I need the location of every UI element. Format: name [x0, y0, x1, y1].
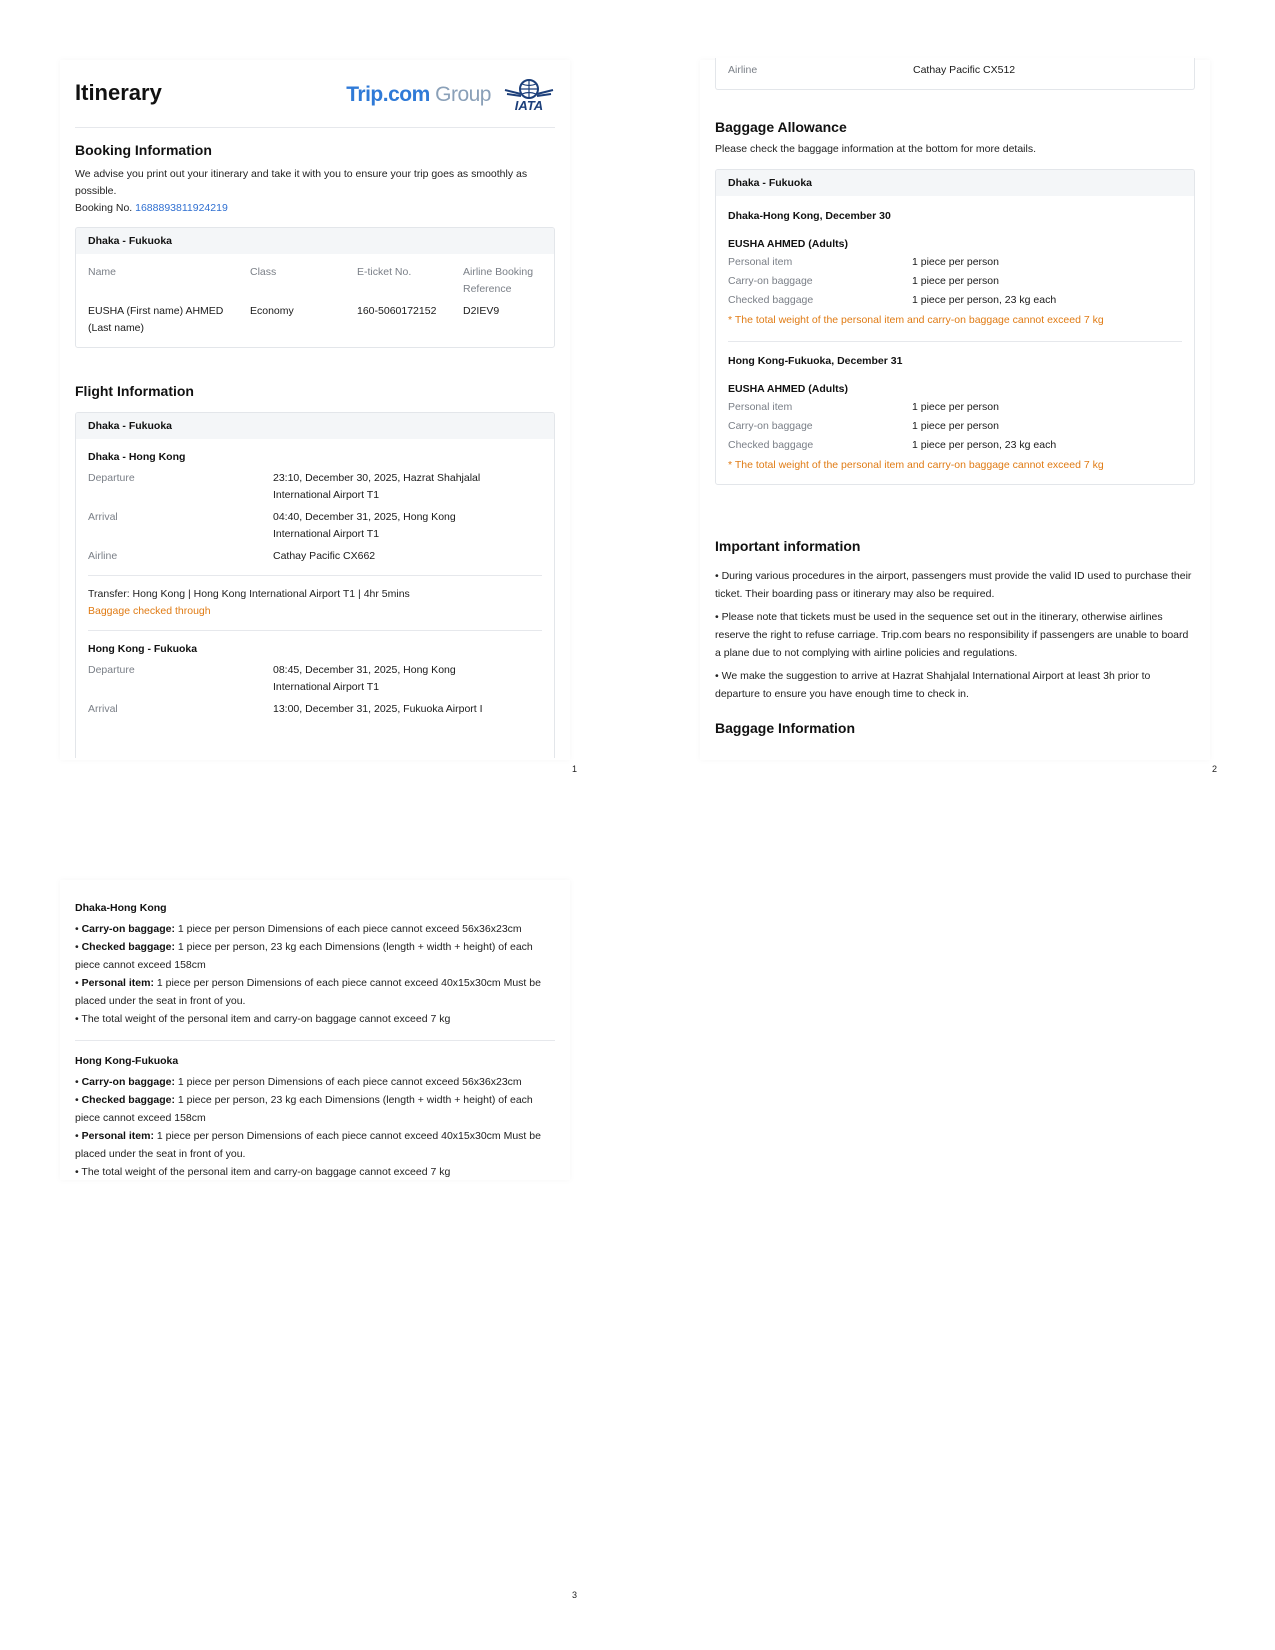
important-section — [715, 538, 1195, 736]
segment-title: Hong Kong - Fukuoka — [88, 643, 198, 655]
baggage-personal-rule: • Personal item: 1 piece per person Dimensions of each piece cannot exceed 40x15x30cm Must be placed under the seat in front of you. — [75, 1130, 541, 1160]
personal-item-value: 1 piece per person — [912, 256, 999, 268]
carry-on-label: Carry-on baggage: — [81, 1076, 175, 1088]
segment-2-airline — [716, 58, 1194, 89]
carry-on-text: 1 piece per person Dimensions of each piece cannot exceed 56x36x23cm — [174, 923, 522, 935]
allowance-section — [715, 119, 1195, 485]
tripcom-group-text: Group — [435, 83, 491, 106]
airline-label: Airline — [728, 64, 758, 76]
divider — [75, 1040, 555, 1041]
departure-label: Departure — [88, 664, 135, 676]
col-class: Class — [250, 266, 277, 278]
important-item: • We make the suggestion to arrive at Hazrat Shahjalal International Airport at least 3h prior to departure to ensure you have enough time to check in. — [715, 670, 1151, 700]
personal-label: Personal item: — [81, 1130, 154, 1142]
segment-1-arrival — [88, 509, 542, 543]
booking-table-header — [88, 264, 542, 298]
carry-on-label: Carry-on baggage — [728, 275, 813, 287]
baggage-section-title: Hong Kong-Fukuoka — [75, 1055, 179, 1067]
page-3 — [60, 880, 570, 1180]
booking-route: Dhaka - Fukuoka — [76, 228, 554, 254]
table-row — [88, 303, 542, 337]
baggage-through-note: Baggage checked through — [88, 605, 211, 617]
transfer-info: Transfer: Hong Kong | Hong Kong International Airport T1 | 4hr 5mins — [88, 588, 410, 600]
segment-2-departure — [88, 662, 542, 696]
booking-number-line — [75, 200, 555, 217]
checked-label: Checked baggage — [728, 294, 814, 306]
checked-value: 1 piece per person, 23 kg each — [912, 294, 1057, 306]
departure-value: 08:45, December 31, 2025, Hong Kong International Airport T1 — [273, 664, 456, 693]
divider — [88, 575, 542, 576]
passenger-name: EUSHA (First name) AHMED (Last name) — [88, 305, 224, 334]
departure-value: 23:10, December 30, 2025, Hazrat Shahjalal International Airport T1 — [273, 472, 481, 501]
airline-value: Cathay Pacific CX662 — [273, 550, 376, 562]
important-item: • During various procedures in the airport, passengers must provide the valid ID used to purchase their ticket. Their boarding pass or itinerary may also be required. — [715, 570, 1192, 600]
personal-text: 1 piece per person Dimensions of each piece cannot exceed 40x15x30cm Must be placed under the seat in front of you. — [75, 977, 541, 1007]
divider — [728, 341, 1182, 342]
baggage-carry-on-rule: • Carry-on baggage: 1 piece per person Dimensions of each piece cannot exceed 56x36x23cm — [75, 1076, 522, 1088]
personal-text: 1 piece per person Dimensions of each piece cannot exceed 40x15x30cm Must be placed under the seat in front of you. — [75, 1130, 541, 1160]
col-name: Name — [88, 266, 117, 278]
arrival-value: 13:00, December 31, 2025, Fukuoka Airport I — [273, 703, 483, 715]
allowance-route: Dhaka - Fukuoka — [716, 170, 1194, 196]
flight-heading: Flight Information — [75, 383, 194, 399]
checked-label: Checked baggage: — [81, 941, 175, 953]
baggage-checked-rule: • Checked baggage: 1 piece per person, 23 kg each Dimensions (length + width + height) of each piece cannot exceed 158cm — [75, 1094, 533, 1124]
allowance-heading: Baggage Allowance — [715, 119, 847, 135]
flight-route: Dhaka - Fukuoka — [76, 413, 554, 439]
baggage-info-section — [75, 902, 555, 1181]
passenger-reference: D2IEV9 — [463, 305, 500, 317]
booking-heading: Booking Information — [75, 142, 212, 158]
baggage-section-title: Dhaka-Hong Kong — [75, 902, 167, 914]
allowance-segment-title: Dhaka-Hong Kong, December 30 — [728, 210, 891, 222]
baggage-personal-rule: • Personal item: 1 piece per person Dimensions of each piece cannot exceed 40x15x30cm Must be placed under the seat in front of you. — [75, 977, 541, 1007]
flight-section — [75, 383, 555, 758]
passenger-eticket: 160-5060172152 — [357, 305, 437, 317]
checked-value: 1 piece per person, 23 kg each — [912, 439, 1057, 451]
carry-on-label: Carry-on baggage: — [81, 923, 175, 935]
checked-text: 1 piece per person, 23 kg each Dimensions (length + width + height) of each piece cannot exceed 158cm — [75, 1094, 533, 1124]
arrival-label: Arrival — [88, 511, 118, 523]
page-number: 2 — [1212, 764, 1218, 774]
iata-text: IATA — [514, 98, 544, 112]
weight-warning: * The total weight of the personal item and carry-on baggage cannot exceed 7 kg — [728, 459, 1104, 471]
baggage-carry-on-rule: • Carry-on baggage: 1 piece per person Dimensions of each piece cannot exceed 56x36x23cm — [75, 923, 522, 935]
title-divider — [75, 127, 555, 128]
booking-number[interactable]: 1688893811924219 — [135, 202, 228, 214]
carry-on-value: 1 piece per person — [912, 275, 999, 287]
airline-value: Cathay Pacific CX512 — [913, 64, 1016, 76]
important-heading: Important information — [715, 538, 861, 554]
personal-item-label: Personal item — [728, 256, 793, 268]
segment-title: Dhaka - Hong Kong — [88, 451, 186, 463]
booking-advice: We advise you print out your itinerary and take it with you to ensure your trip goes as smoothly as possible. — [75, 168, 528, 197]
booking-table — [75, 227, 555, 348]
allowance-segment-title: Hong Kong-Fukuoka, December 31 — [728, 355, 903, 367]
personal-item-label: Personal item — [728, 401, 793, 413]
carry-on-text: 1 piece per person Dimensions of each piece cannot exceed 56x36x23cm — [174, 1076, 522, 1088]
logos — [346, 78, 555, 112]
baggage-info-heading: Baggage Information — [715, 720, 856, 736]
baggage-total-rule: • The total weight of the personal item and carry-on baggage cannot exceed 7 kg — [75, 1166, 451, 1178]
personal-item-value: 1 piece per person — [912, 401, 999, 413]
departure-label: Departure — [88, 472, 135, 484]
segment-2-arrival — [88, 701, 542, 718]
allowance-passenger: EUSHA AHMED (Adults) — [728, 238, 848, 250]
page-2 — [700, 60, 1210, 760]
personal-label: Personal item: — [81, 977, 154, 989]
page-number: 3 — [572, 1590, 578, 1600]
passenger-class: Economy — [250, 305, 294, 317]
weight-warning: * The total weight of the personal item and carry-on baggage cannot exceed 7 kg — [728, 314, 1104, 326]
page-1 — [60, 60, 570, 760]
allowance-row — [728, 398, 1182, 455]
flight-box-continued — [715, 58, 1195, 90]
divider — [88, 630, 542, 631]
booking-number-label: Booking No. — [75, 202, 133, 214]
airline-label: Airline — [88, 550, 118, 562]
checked-label: Checked baggage — [728, 439, 814, 451]
booking-section — [75, 142, 555, 348]
baggage-checked-rule: • Checked baggage: 1 piece per person, 23 kg each Dimensions (length + width + height) of each piece cannot exceed 158cm — [75, 941, 533, 971]
carry-on-value: 1 piece per person — [912, 420, 999, 432]
baggage-total-rule: • The total weight of the personal item and carry-on baggage cannot exceed 7 kg — [75, 1013, 451, 1025]
segment-1-airline — [88, 548, 542, 565]
segment-1-departure — [88, 470, 542, 504]
arrival-label: Arrival — [88, 703, 118, 715]
arrival-value: 04:40, December 31, 2025, Hong Kong International Airport T1 — [273, 511, 456, 540]
allowance-passenger: EUSHA AHMED (Adults) — [728, 383, 848, 395]
page-number: 1 — [572, 764, 578, 774]
checked-label: Checked baggage: — [81, 1094, 175, 1106]
tripcom-brand: Trip.com — [346, 83, 430, 106]
important-item: • Please note that tickets must be used in the sequence set out in the itinerary, otherwise airlines reserve the right to refuse carriage. Trip.com bears no responsibility if passengers are unable to board a plane due to not complying with airline policies and regulations. — [715, 611, 1189, 659]
allowance-note: Please check the baggage information at the bottom for more details. — [715, 143, 1037, 155]
col-reference: Airline Booking Reference — [463, 266, 534, 295]
allowance-box — [715, 169, 1195, 485]
col-eticket: E-ticket No. — [357, 266, 412, 278]
flight-box — [75, 412, 555, 758]
page-title: Itinerary — [75, 80, 162, 105]
carry-on-label: Carry-on baggage — [728, 420, 813, 432]
tripcom-group-logo — [346, 83, 491, 107]
iata-logo — [503, 78, 555, 112]
allowance-row — [728, 253, 1182, 310]
checked-text: 1 piece per person, 23 kg each Dimensions (length + width + height) of each piece cannot exceed 158cm — [75, 941, 533, 971]
